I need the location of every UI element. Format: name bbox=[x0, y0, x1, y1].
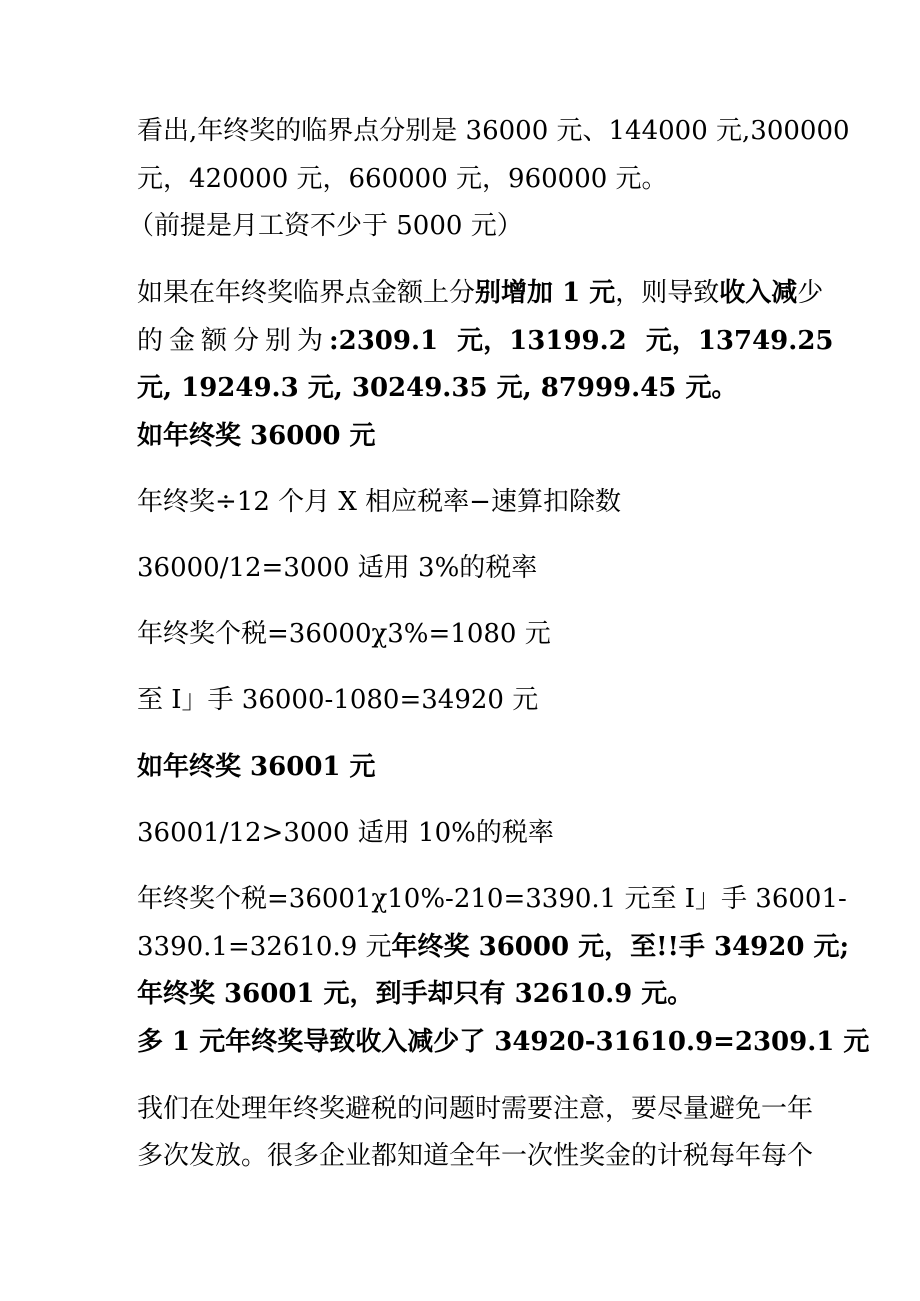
net-line-1: 至 I」手 36000-1080=34920 元 bbox=[137, 685, 539, 715]
tax-line-1: 年终奖个税=36000χ3%=1080 元 bbox=[137, 619, 551, 649]
paragraph-2-line-3: 元, 19249.3 元, 30249.35 元, 87999.45 元。 bbox=[137, 373, 738, 403]
p2-text-c: 少 bbox=[797, 278, 824, 308]
formula-line: 年终奖÷12 个月 X 相应税率−速算扣除数 bbox=[137, 487, 621, 517]
p2-text-a: 如果在年终奖临界点金额上分 bbox=[137, 278, 476, 308]
paragraph-2-line-2 bbox=[137, 324, 834, 358]
p2-bold-b: 收入减 bbox=[719, 278, 798, 308]
paragraph-2-line-1 bbox=[137, 276, 823, 310]
calc-line-1: 36000/12=3000 适用 3%的税率 bbox=[137, 553, 538, 583]
paragraph-1-line-2: 元，420000 元，660000 元，960000 元。 bbox=[137, 164, 668, 194]
p3-bold-a: 年终奖 36000 元，至!!手 34920 元; bbox=[391, 932, 850, 962]
paragraph-1-line-3: （前提是月工资不少于 5000 元） bbox=[128, 211, 523, 241]
paragraph-3-line-1: 年终奖个税=36001χ10%-210=3390.1 元至 I」手 36001- bbox=[137, 884, 847, 914]
paragraph-3-line-3: 年终奖 36001 元，到手却只有 32610.9 元。 bbox=[137, 979, 694, 1009]
p2-bold-a: 别增加 1 元 bbox=[475, 278, 616, 308]
paragraph-1-line-1: 看出,年终奖的临界点分别是 36000 元、144000 元,300000 bbox=[137, 116, 850, 146]
p3-text-a: 3390.1=32610.9 元 bbox=[137, 932, 392, 962]
heading-bonus-36001: 如年终奖 36001 元 bbox=[137, 752, 376, 782]
p2-text-b: ，则导致 bbox=[615, 278, 720, 308]
p2-bold-c: :2309.1 元，13199.2 元，13749.25 bbox=[329, 326, 834, 356]
paragraph-3-line-2 bbox=[137, 930, 849, 964]
paragraph-3-line-4: 多 1 元年终奖导致收入减少了 34920-31610.9=2309.1 元 bbox=[137, 1027, 870, 1057]
paragraph-4-line-2: 多次发放。很多企业都知道全年一次性奖金的计税每年每个 bbox=[137, 1141, 814, 1171]
calc-line-2: 36001/12>3000 适用 10%的税率 bbox=[137, 818, 554, 848]
heading-bonus-36000: 如年终奖 36000 元 bbox=[137, 421, 376, 451]
p2-text-d: 的金额分别为 bbox=[137, 326, 330, 356]
paragraph-4-line-1: 我们在处理年终奖避税的问题时需要注意，要尽量避免一年 bbox=[137, 1094, 814, 1124]
